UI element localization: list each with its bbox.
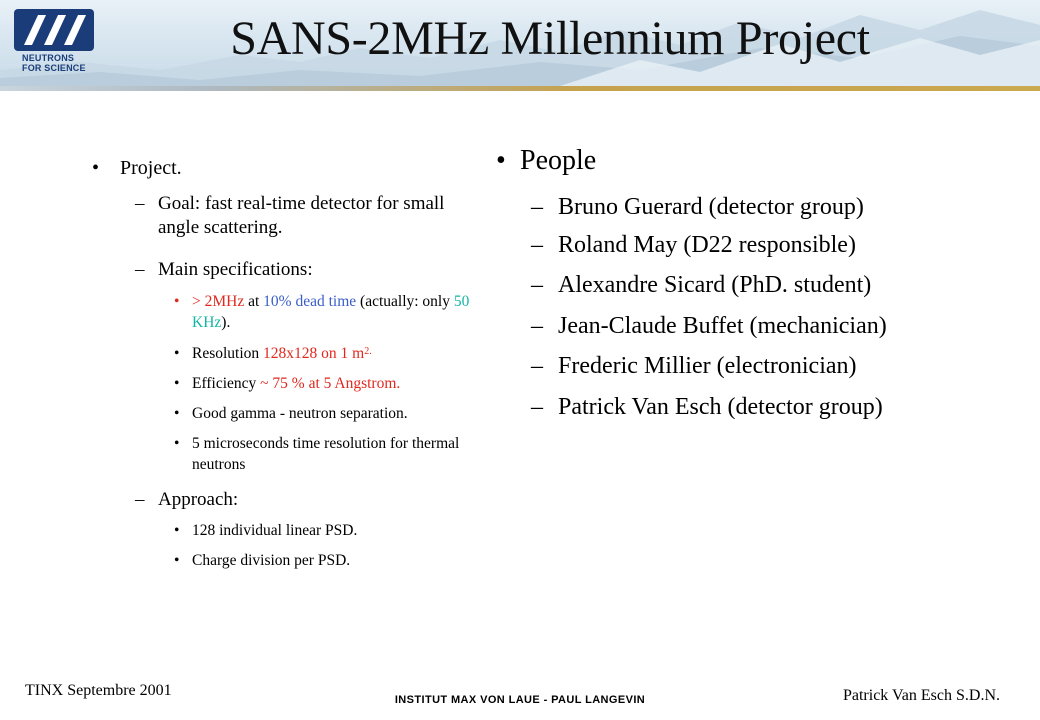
dash-icon: – [531, 313, 543, 339]
footer-institute: INSTITUT MAX VON LAUE - PAUL LANGEVIN [394, 694, 646, 706]
spec-separation: Good gamma - neutron separation. [192, 405, 408, 422]
dash-icon: – [135, 489, 145, 510]
bullet-dot-icon: • [174, 375, 180, 392]
dash-icon: – [531, 394, 543, 420]
dash-icon: – [135, 193, 145, 214]
ill-logo [14, 9, 98, 81]
bullet-dot-icon: • [174, 293, 180, 310]
ill-logo-icon [14, 9, 94, 51]
bullet-dot-icon: • [174, 435, 180, 452]
approach-heading: Approach: [158, 489, 239, 510]
dash-icon: – [531, 232, 543, 258]
dash-icon: – [135, 259, 145, 280]
dash-icon: – [531, 272, 543, 298]
specs-heading: Main specifications: [158, 259, 313, 280]
spec-resolution: Resolution 128x128 on 1 $m^{2.}$ [192, 345, 372, 362]
person-item: Bruno Guerard (detector group) [558, 194, 864, 220]
header-divider [0, 86, 1040, 91]
bullet-dot-icon: • [174, 552, 180, 569]
footer-date: TINX Septembre 2001 [25, 682, 172, 699]
bullet-dot-icon: • [92, 157, 100, 179]
spec-rate: > 2MHz at 10% dead time (actually: only 50 KHz). [192, 293, 470, 331]
bullet-dot-icon: • [174, 522, 180, 539]
approach-item: Charge division per PSD. [192, 552, 351, 569]
person-item: Frederic Millier (electronician) [558, 353, 857, 379]
spec-efficiency: Efficiency ~ 75 % at 5 Angstrom. [192, 375, 401, 392]
person-item: Alexandre Sicard (PhD. student) [558, 272, 872, 298]
dash-icon: – [531, 353, 543, 379]
spec-time-resolution: 5 microseconds time resolution for thermal neutrons [192, 435, 460, 473]
dash-icon: – [531, 194, 543, 220]
approach-item: 128 individual linear PSD. [192, 522, 358, 539]
logo-tagline: NEUTRONS FOR SCIENCE [22, 53, 86, 73]
person-item: Roland May (D22 responsible) [558, 232, 856, 258]
goal-text: Goal: fast real-time detector for small angle scattering. [158, 193, 445, 238]
bullet-dot-icon: • [496, 145, 506, 176]
slide-title: SANS-2MHz Millennium Project [230, 12, 870, 65]
person-item: Jean-Claude Buffet (mechanician) [558, 313, 887, 339]
bullet-dot-icon: • [174, 405, 180, 422]
person-item: Patrick Van Esch (detector group) [558, 394, 883, 420]
footer-author: Patrick Van Esch S.D.N. [842, 687, 1000, 704]
people-heading: People [520, 145, 597, 176]
bullet-dot-icon: • [174, 345, 180, 362]
project-heading: Project. [120, 157, 182, 179]
